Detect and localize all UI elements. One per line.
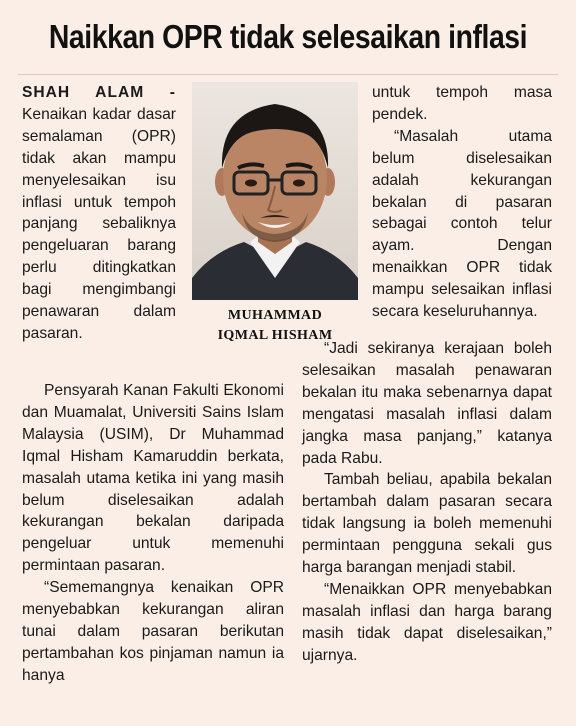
article-column-left-bottom <box>22 380 284 687</box>
paragraph-6: Tambah beliau, apabila bekalan bertambah dalam pasaran secara tidak langsung ia boleh memenuhi permintaan pengguna sekali gus harga barangan menjadi stabil. <box>302 471 552 577</box>
portrait-image <box>192 82 358 300</box>
paragraph-4: “Masalah utama belum diselesaikan adalah kekurangan bekalan di pasaran sebagai contoh telur ayam. Dengan menaikkan OPR tidak mampu selesaikan inflasi secara keseluruhannya. <box>372 127 552 321</box>
caption-line-2: IQMAL HISHAM <box>217 328 333 343</box>
paragraph-5: “Jadi sekiranya kerajaan boleh selesaikan masalah penawaran bekalan itu maka sebenarnya dapat mengatasi masalah inflasi dalam jangka masa panjang,” katanya pada Rabu. <box>302 340 552 467</box>
paragraph-2: Pensyarah Kanan Fakulti Ekonomi dan Muamalat, Universiti Sains Islam Malaysia (USIM), Dr Muhammad Iqmal Hisham Kamaruddin berkata, masalah utama ketika ini yang masih belum diselesaikan adalah kekurangan bekalan daripada pengeluar untuk memenuhi permintaan pasaran. <box>22 382 284 575</box>
paragraph-3-continued: untuk tempoh masa pendek. <box>372 84 552 123</box>
lead-paragraph <box>22 82 176 345</box>
headline: Naikkan OPR tidak selesaikan inflasi <box>48 18 528 55</box>
lead-text: Kenaikan kadar dasar semalaman (OPR) tidak akan mampu menyelesaikan isu inflasi untuk tempoh panjang sebaliknya pengeluaran barang perlu ditingkatkan bagi mengimbangi penawaran dalam pasaran. <box>22 105 176 342</box>
article-column-right-bottom <box>302 338 552 667</box>
caption-line-1: MUHAMMAD <box>227 308 323 323</box>
article-column-left-top <box>22 82 176 345</box>
portrait-photo <box>192 82 358 300</box>
paragraph-3: “Sememangnya kenaikan OPR menyebabkan kekurangan aliran tunai dalam pasaran berikutan pertambahan kos pinjaman namun ia hanya <box>22 579 284 684</box>
dateline: SHAH ALAM - <box>22 84 176 101</box>
headline-divider <box>18 74 558 75</box>
article-column-right-top <box>372 82 552 323</box>
paragraph-7: “Menaikkan OPR menyebabkan masalah inflasi dan harga barang masih tidak dapat diselesaikan,” ujarnya. <box>302 580 552 664</box>
